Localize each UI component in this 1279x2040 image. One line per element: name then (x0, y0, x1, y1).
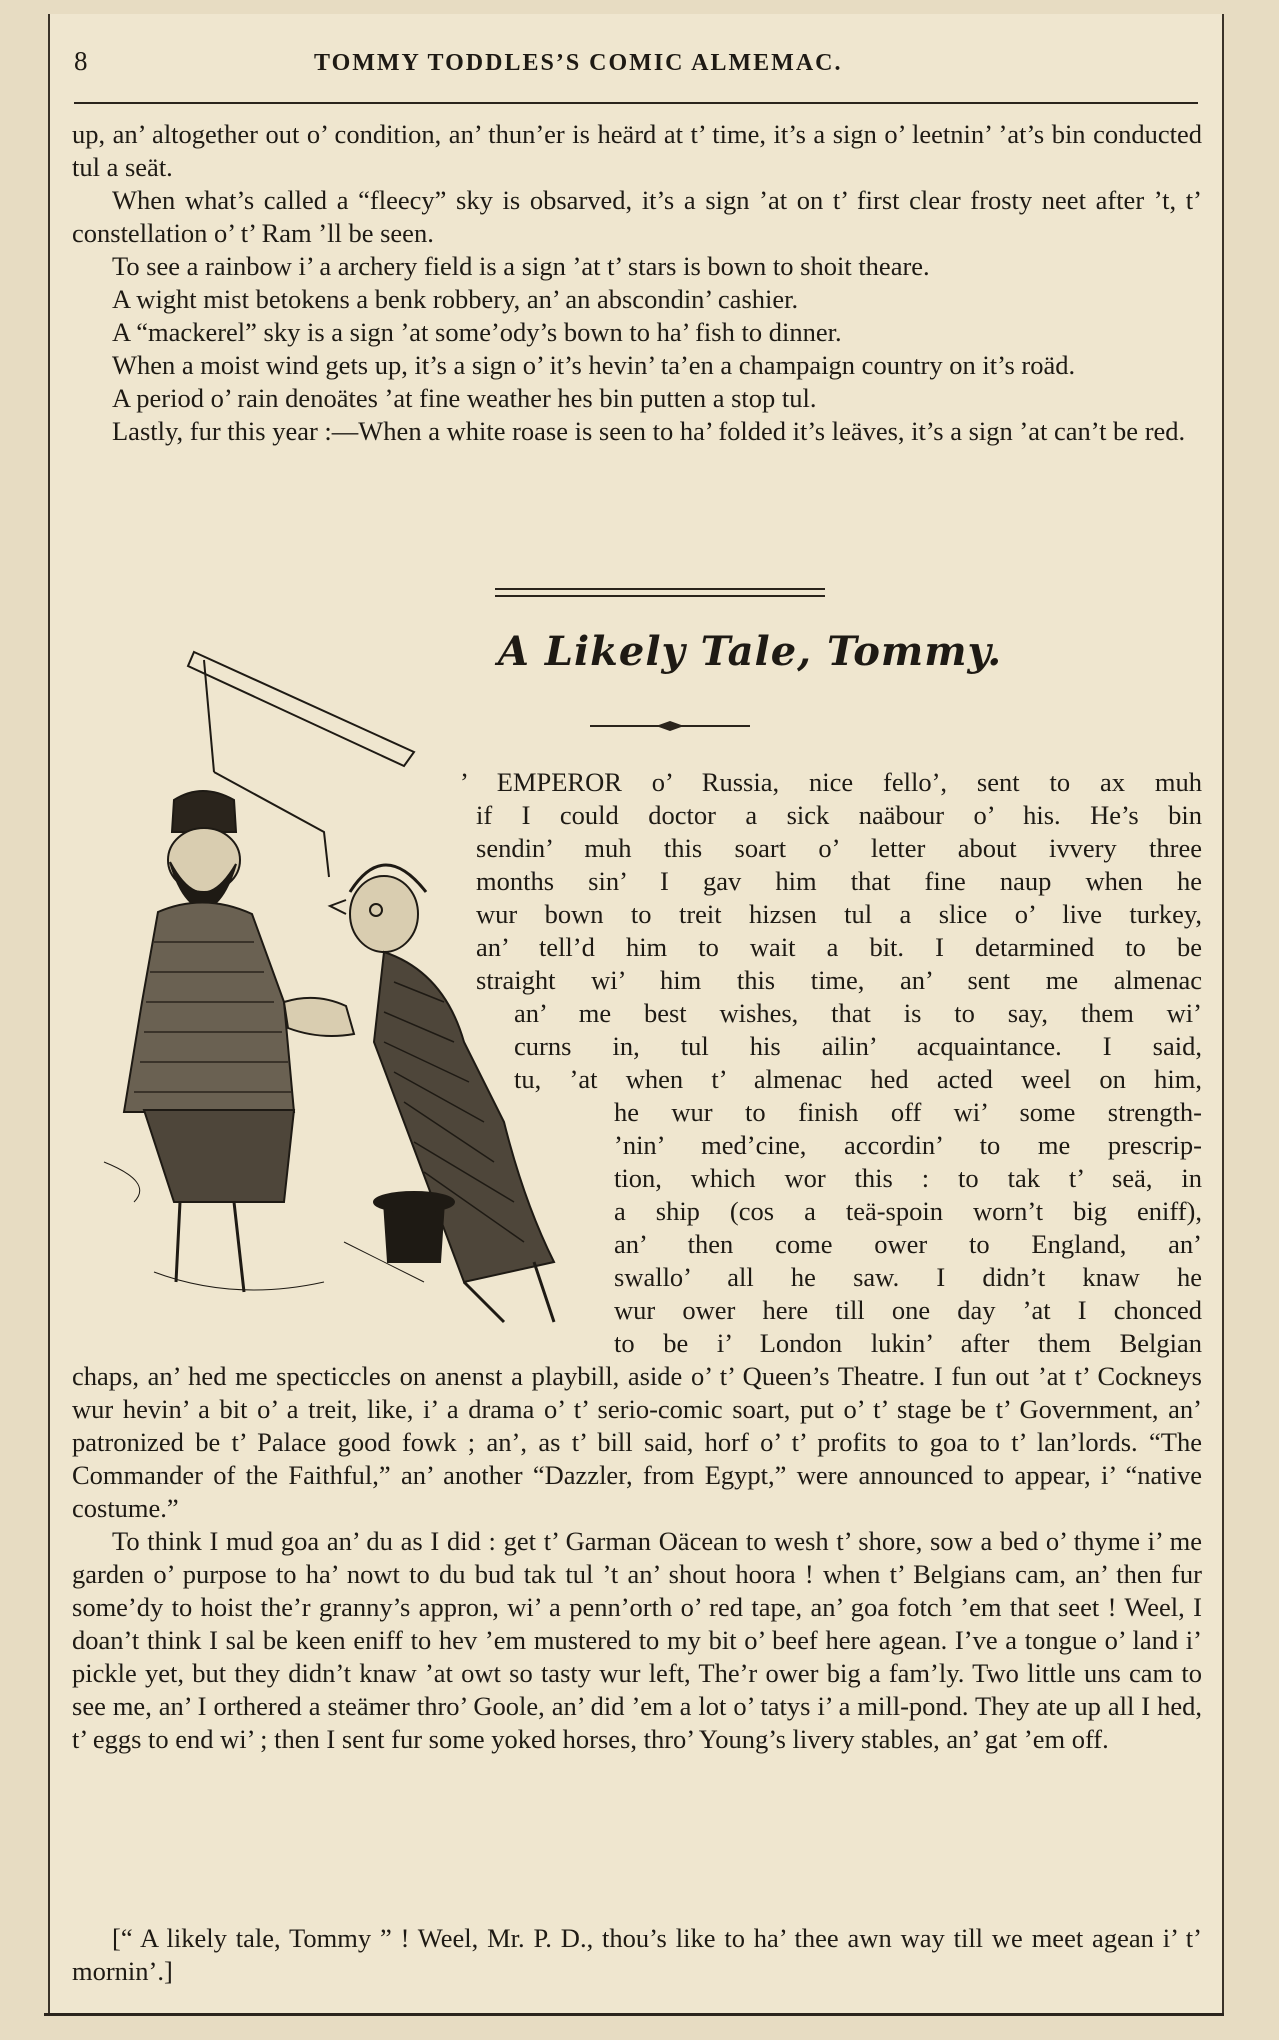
paragraph: chaps, an’ hed me specticcles on anenst a playbill, aside o’ t’ Queen’s Theatre. I fun out ’at t’ Cockneys wur hevin’ a bit o’ a treit, like, i’ a drama o’ t’ serio-comic soart, put o’ t’ stage be t’ Government, an’ patronized be t’ Palace good fowk ; an’, as t’ bill said, horf o’ t’ profits to goa to t’ lan’lords. “The Commander of the Faithful,” an’ another “Dazzler, from Egypt,” were announced to appear, i’ “native costume.” (72, 1361, 1202, 1523)
paragraph: Lastly, fur this year :—When a white roase is seen to ha’ folded it’s leäves, it’s a sign ’at can’t be red. (112, 416, 1186, 446)
paragraph: A wight mist betokens a benk robbery, an’ an abscondin’ cashier. (112, 284, 799, 314)
footnote (72, 1922, 1202, 1988)
intro-text (72, 118, 1202, 448)
paragraph: To see a rainbow i’ a archery field is a sign ’at t’ stars is bown to shoit theare. (112, 251, 930, 281)
story-line: wur ower here till one day ’at I chonced (614, 1295, 1202, 1325)
story-line: an’ me best wishes, that is to say, them wi’ (514, 998, 1202, 1028)
page-header (74, 36, 1198, 76)
story-line: if I could doctor a sick naäbour o’ his. He’s bin (476, 800, 1202, 830)
story-line: tu, ’at when t’ almenac hed acted weel on him, (514, 1064, 1202, 1094)
running-title: TOMMY TODDLES’S COMIC ALMEMAC. (314, 50, 843, 76)
paragraph: up, an’ altogether out o’ condition, an’ thun’er is heärd at t’ time, it’s a sign o’ leetnin’ ’at’s bin conducted tul a seät. (72, 119, 1202, 182)
story-line: ’ EMPEROR o’ Russia, nice fello’, sent to ax muh (460, 767, 1202, 797)
story-line: he wur to finish off wi’ some strength- (614, 1097, 1202, 1127)
story-line: to be i’ London lukin’ after them Belgian (614, 1328, 1202, 1358)
story-line: months sin’ I gav him that fine naup when he (476, 866, 1202, 896)
paragraph: A “mackerel” sky is a sign ’at some’ody’s bown to ha’ fish to dinner. (112, 317, 842, 347)
paragraph: When a moist wind gets up, it’s a sign o’ it’s hevin’ ta’en a champaign country on it’s roäd. (112, 350, 1076, 380)
almanac-page (48, 14, 1224, 2014)
story-line: tion, which wor this : to tak t’ seä, in (614, 1163, 1202, 1193)
story-line: swallo’ all he saw. I didn’t knaw he (614, 1262, 1202, 1292)
story-line: curns in, tul his ailin’ acquaintance. I said, (514, 1031, 1202, 1061)
page-number: 8 (74, 46, 88, 76)
section-divider (495, 588, 825, 597)
story-title: A Likely Tale, Tommy. (497, 628, 1003, 675)
story-line: wur bown to treit hizsen tul a slice o’ live turkey, (476, 899, 1202, 929)
story-line: an’ tell’d him to wait a bit. I detarmined to be (476, 932, 1202, 962)
story-line: an’ then come ower to England, an’ (614, 1229, 1202, 1259)
story-line: straight wi’ him this time, an’ sent me almenac (476, 965, 1202, 995)
story-line: sendin’ muh this soart o’ letter about ivvery three (476, 833, 1202, 863)
bottom-rule (44, 2013, 1224, 2016)
paragraph: A period o’ rain denoätes ’at fine weather hes bin putten a stop tul. (112, 383, 817, 413)
paragraph: To think I mud goa an’ du as I did : get t’ Garman Oäcean to wesh t’ shore, sow a bed o’ thyme i’ me garden o’ purpose to ha’ nowt to du bud tak tul ’t an’ shout hoora ! when t’ Belgians cam, an’ then fur some’dy to hoist the’r granny’s appron, wi’ a penn’orth o’ red tape, an’ goa fotch ’em that seet ! Weel, I doan’t think I sal be keen eniff to hev ’em mustered to my bit o’ beef here agean. I’ve a tongue o’ land i’ pickle yet, but they didn’t knaw ’at owt so tasty wur left, The’r ower big a fam’ly. Two little uns cam to see me, an’ I orthered a steämer thro’ Goole, an’ did ’em a lot o’ tatys i’ a mill-pond. They ate up all I hed, t’ eggs to end wi’ ; then I sent fur some yoked horses, thro’ Young’s livery stables, an’ gat ’em off. (72, 1526, 1202, 1754)
footnote-text: [“ A likely tale, Tommy ” ! Weel, Mr. P. D., thou’s like to ha’ thee awn way till we meet agean i’ t’ mornin’.] (72, 1923, 1202, 1986)
paragraph: When what’s called a “fleecy” sky is obsarved, it’s a sign ’at on t’ first clear frosty neet after ’t, t’ constellation o’ t’ Ram ’ll be seen. (72, 185, 1202, 248)
story-line: ’nin’ med’cine, accordin’ to me prescrip- (614, 1130, 1202, 1160)
header-rule (74, 102, 1198, 104)
story-line: a ship (cos a teä-spoin worn’t big eniff), (614, 1196, 1202, 1226)
story-body (72, 1360, 1202, 1756)
